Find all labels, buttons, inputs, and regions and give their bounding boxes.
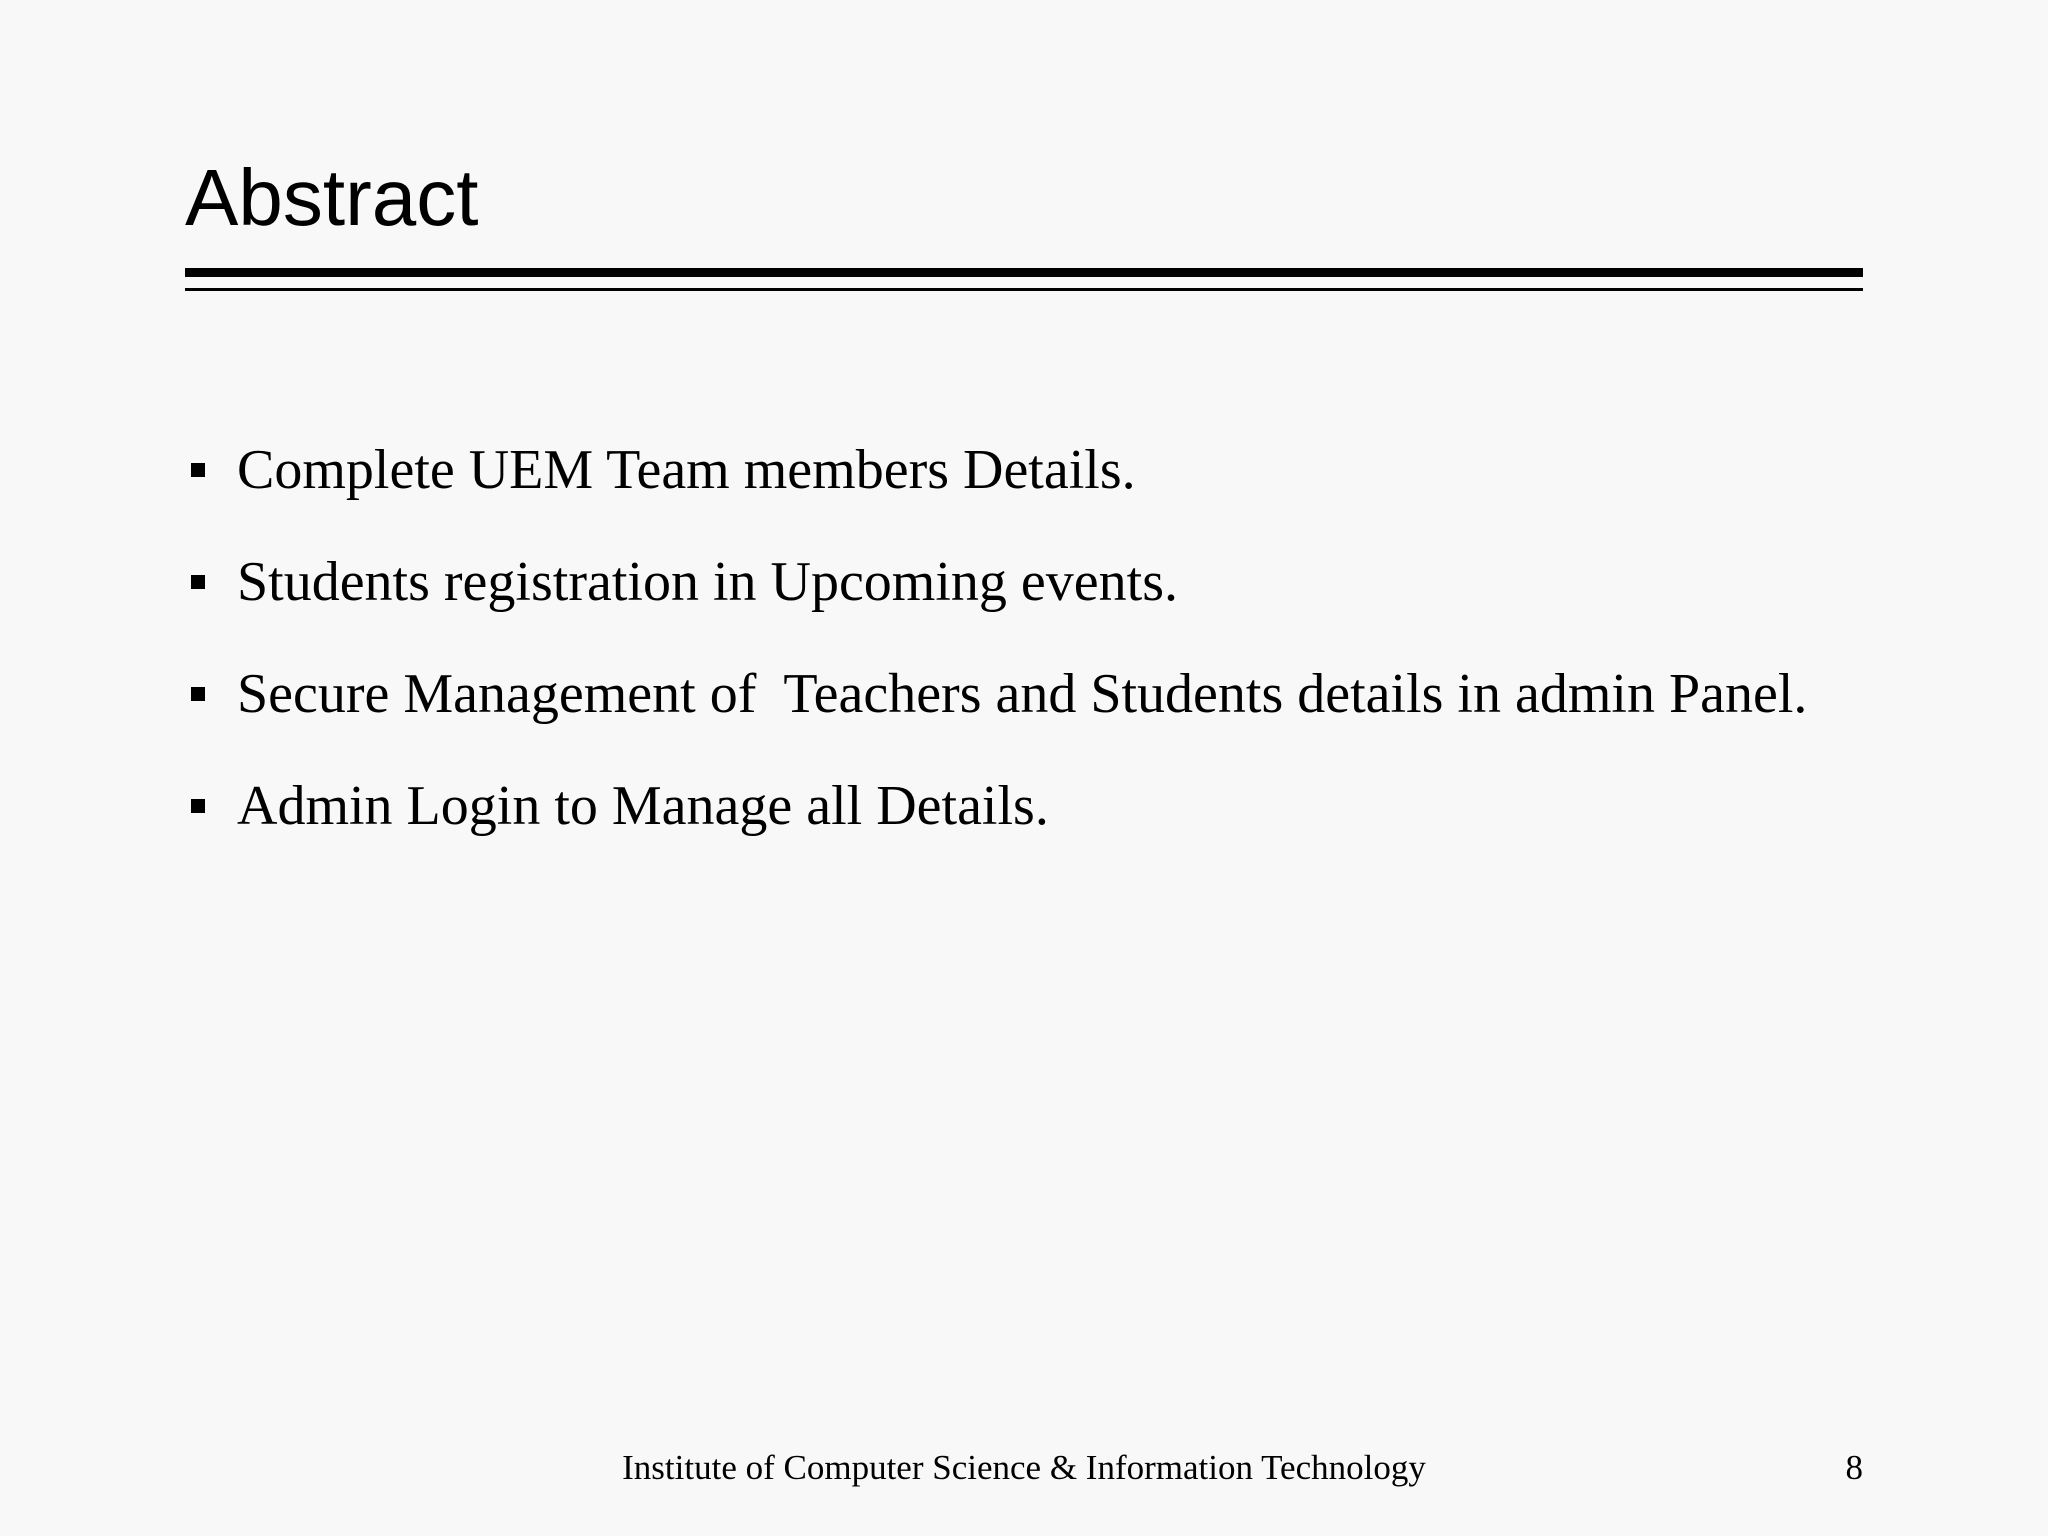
slide-title: Abstract bbox=[185, 153, 479, 242]
list-item bbox=[185, 750, 1807, 862]
slide-footer: Institute of Computer Science & Information Technology bbox=[622, 1448, 1426, 1487]
title-underline-thick bbox=[185, 268, 1863, 277]
bullet-text: Secure Management of Teachers and Students details in admin Panel. bbox=[237, 663, 1808, 725]
square-bullet-icon bbox=[191, 687, 205, 701]
bullet-text: Admin Login to Manage all Details. bbox=[237, 775, 1049, 837]
square-bullet-icon bbox=[191, 463, 205, 477]
bullet-list bbox=[185, 414, 1807, 862]
list-item bbox=[185, 638, 1807, 750]
square-bullet-icon bbox=[191, 575, 205, 589]
square-bullet-icon bbox=[191, 799, 205, 813]
page-number: 8 bbox=[1845, 1448, 1863, 1487]
bullet-text: Complete UEM Team members Details. bbox=[237, 439, 1136, 501]
bullet-text: Students registration in Upcoming events. bbox=[237, 551, 1178, 613]
title-underline-thin bbox=[185, 288, 1863, 291]
list-item bbox=[185, 414, 1807, 526]
list-item bbox=[185, 526, 1807, 638]
